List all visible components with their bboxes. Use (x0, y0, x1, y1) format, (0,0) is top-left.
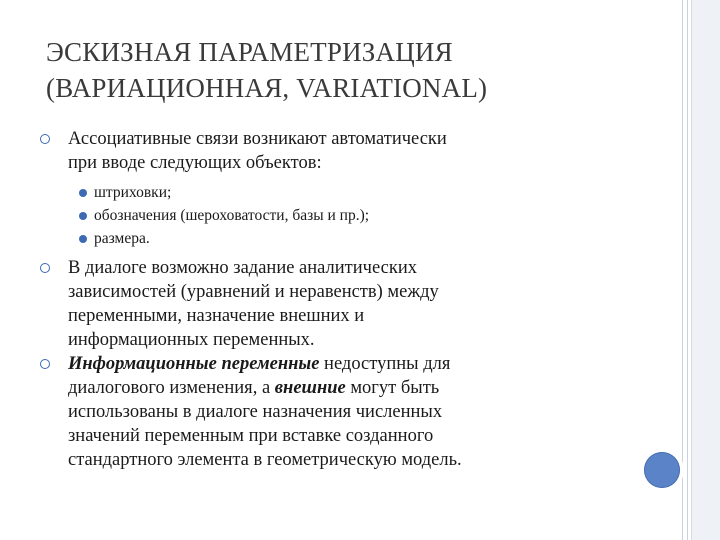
title-line-2: (ВАРИАЦИОННАЯ, VARIATIONAL) (46, 73, 488, 103)
bullet-text-line: информационных переменных. (68, 330, 315, 350)
decorative-circle-icon (640, 448, 684, 492)
bullet-text-line: зависимостей (уравнений и неравенств) между (68, 282, 439, 302)
sub-bullet-text: размера. (94, 230, 150, 247)
bullet-item-dialog-dependencies (40, 256, 640, 352)
bullet-text-line (68, 376, 640, 400)
sub-bullet-item (40, 181, 640, 204)
dot-bullet-icon (79, 189, 87, 197)
ring-bullet-icon (40, 359, 50, 369)
dot-bullet-icon (79, 212, 87, 220)
decorative-rail-line (682, 0, 683, 540)
bullet-item-associative-links (40, 127, 640, 175)
sub-bullet-item (40, 204, 640, 227)
emphasis-text: внешние (274, 378, 346, 398)
decorative-circle-fill (644, 452, 680, 488)
bullet-text-line (68, 352, 640, 376)
emphasis-text: Информационные переменные (68, 354, 320, 374)
bullet-text-line: использованы в диалоге назначения численных (68, 402, 443, 422)
dot-bullet-icon (79, 235, 87, 243)
title-line-1: ЭСКИЗНАЯ ПАРАМЕТРИЗАЦИЯ (46, 37, 453, 67)
bullet-text-line: значений переменным при вставке созданного (68, 426, 434, 446)
slide-body (40, 127, 640, 472)
slide-title (46, 34, 666, 106)
bullet-text-line: переменными, назначение внешних и (68, 306, 365, 326)
sub-bullet-item (40, 227, 640, 250)
sub-bullet-list (40, 181, 640, 250)
bullet-item-information-variables (40, 352, 640, 472)
bullet-text-line: при вводе следующих объектов: (68, 153, 322, 173)
ring-bullet-icon (40, 134, 50, 144)
plain-text: недоступны для (319, 354, 451, 374)
sub-bullet-text: обозначения (шероховатости, базы и пр.); (94, 207, 370, 224)
bullet-text-line: стандартного элемента в геометрическую модель. (68, 450, 462, 470)
plain-text: могут быть (345, 378, 440, 398)
ring-bullet-icon (40, 263, 50, 273)
decorative-rail-line (687, 0, 688, 540)
decorative-rail-band (691, 0, 720, 540)
plain-text: диалогового изменения, а (68, 378, 275, 398)
bullet-text-line: Ассоциативные связи возникают автоматически (68, 129, 447, 149)
bullet-text-line: В диалоге возможно задание аналитических (68, 258, 417, 278)
sub-bullet-text: штриховки; (94, 184, 172, 201)
